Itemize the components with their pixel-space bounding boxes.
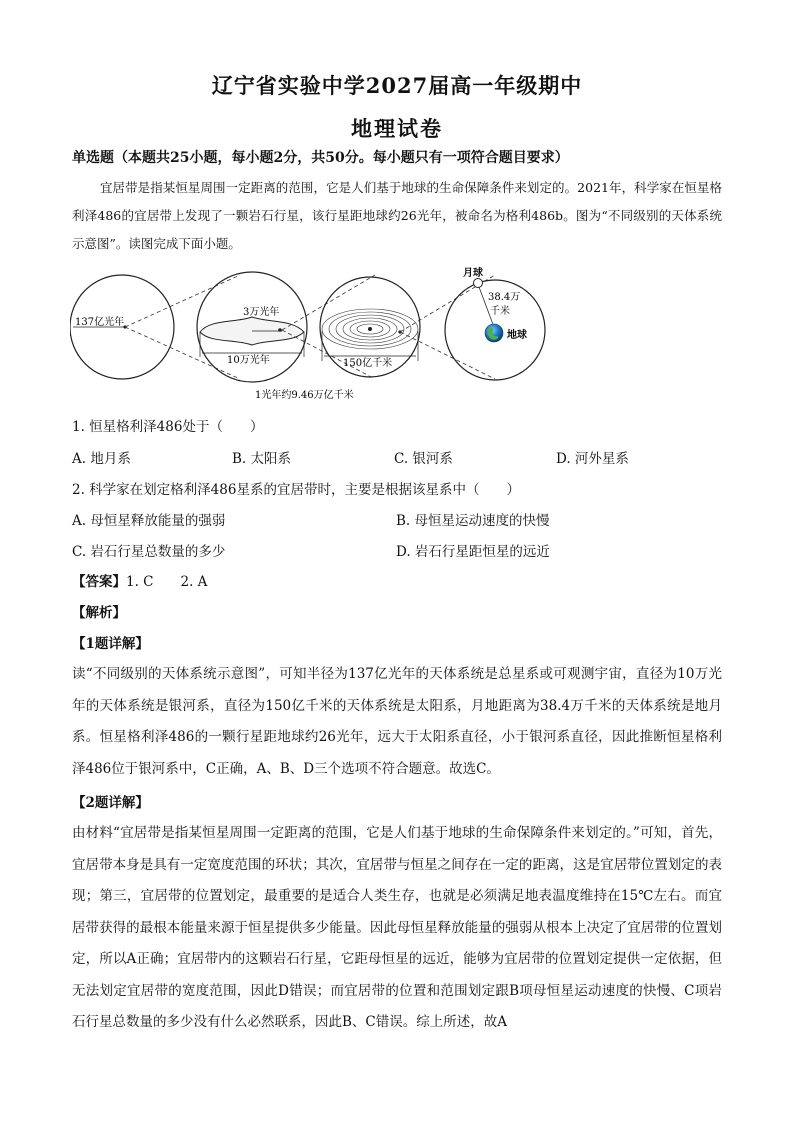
label-150yi: 150亿千米 [343, 358, 393, 369]
label-137: 137亿光年 [75, 317, 125, 328]
intro-paragraph: 宜居带是指某恒星周围一定距离的范围，它是人们基于地球的生命保障条件来划定的。2021年，科学家在恒星格利泽486的宜居带上发现了一颗岩石行星，该行星距地球约26光年，被命名为格利486b。图为“不同级别的天体系统示意图”。读图完成下面小题。 [72, 180, 722, 251]
q2-option-a: A. 母恒星释放能量的强弱 [72, 513, 226, 529]
answer-text: 1. C 2. A [126, 574, 208, 590]
q2-option-c: C. 岩石行星总数量的多少 [72, 544, 226, 560]
label-384-line2: 千米 [490, 306, 510, 317]
detail-2-text: 由材料“宜居带是指某恒星周围一定距离的范围，它是人们基于地球的生命保障条件来划定的。”可知，首先，宜居带本身是具有一定宽度范围的环状；其次，宜居带与恒星之间存在一定的距离，这是宜居带位置划定的表现；第三，宜居带的位置划定，最重要的是适合人类生存，也就是必须满足地表温度维持在15℃左右。而宜居带获得的最根本能量来源于恒星提供多少能量。因此母恒星释放能量的强弱从根本上决定了宜居带的位置划定，所以A正确；宜居带内的这颗岩石行星，它距母恒星的远近，能够为宜居带的位置划定提供一定依据，但无法划定宜居带的宽度范围，因此D错误；而宜居带的位置和范围划定跟B项母恒星运动速度的快慢、C项岩石行星总数量的多少没有什么必然联系，因此B、C错误。综上所述，故A [72, 825, 722, 1030]
detail-1-label: 【1题详解】 [72, 636, 149, 652]
answer-line [72, 570, 207, 590]
label-moon: 月球 [463, 268, 483, 279]
connector-1a [125, 275, 240, 327]
connector-3b [400, 332, 495, 379]
label-3wan: 3万光年 [243, 307, 280, 318]
detail-1-text: 读“不同级别的天体系统示意图”，可知半径为137亿光年的天体系统是总星系或可观测宇宙，直径为10万光年的天体系统是银河系，直径为150亿千米的天体系统是太阳系，月地距离为38.4万千米的天体系统是地月系。恒星格利泽486的一颗行星距地球约26光年，远大于太阳系直径，小于银河系直径，因此推断恒星格利泽486位于银河系中，C正确，A、B、D三个选项不符合题意。故选C。 [72, 666, 722, 777]
exam-title: 辽宁省实验中学2027届高一年级期中 [211, 73, 583, 98]
celestial-systems-diagram [70, 265, 730, 405]
q1-option-d: D. 河外星系 [556, 451, 629, 467]
analysis-label: 【解析】 [72, 605, 126, 621]
moon-icon [474, 279, 483, 288]
q2-option-b: B. 母恒星运动速度的快慢 [396, 513, 550, 529]
detail-2-label: 【2题详解】 [72, 795, 149, 811]
diagram-caption: 1光年约9.46万亿千米 [255, 390, 354, 401]
sun-dot [368, 327, 372, 331]
exam-subtitle: 地理试卷 [351, 116, 443, 141]
q2-option-d: D. 岩石行星距恒星的远近 [396, 544, 550, 560]
q1-option-a: A. 地月系 [72, 451, 131, 467]
question-2-stem: 2. 科学家在划定格利泽486星系的宜居带时，主要是根据该星系中（ ） [72, 482, 520, 498]
label-10wan: 10万光年 [227, 355, 270, 366]
q1-option-c: C. 银河系 [394, 451, 453, 467]
q1-option-b: B. 太阳系 [232, 451, 292, 467]
section-title: 单选题（本题共25小题，每小题2分，共50分。每小题只有一项符合题目要求） [72, 150, 569, 166]
label-384-line1: 38.4万 [488, 292, 521, 303]
answer-label: 【答案】 [72, 574, 126, 590]
label-earth: 地球 [507, 330, 527, 341]
question-1-stem: 1. 恒星格利泽486处于（ ） [72, 419, 264, 435]
